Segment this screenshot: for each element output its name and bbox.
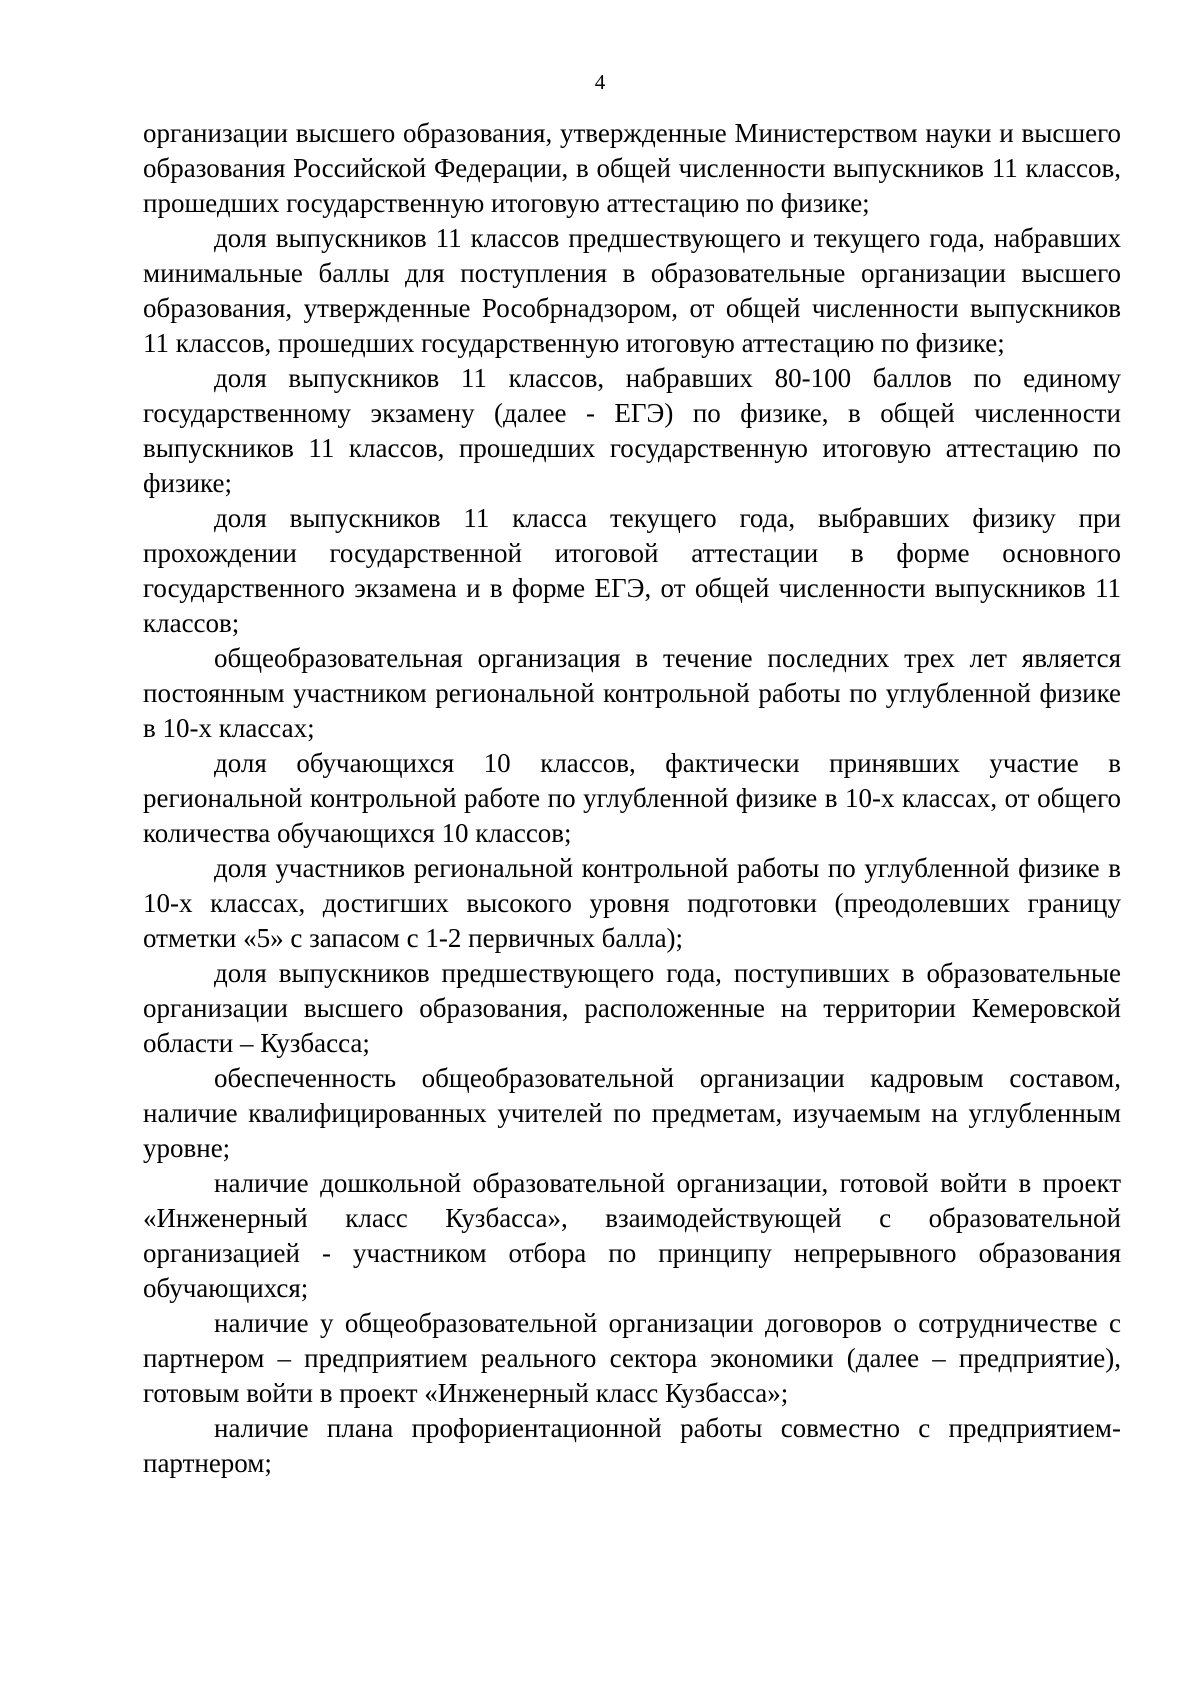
paragraph-4: доля выпускников 11 класса текущего года, выбравших физику при прохождении государственной итоговой аттестации в форме основного государственного экзамена и в форме ЕГЭ, от общей численности выпускников 11 классов; bbox=[143, 503, 1121, 638]
paragraph-10: наличие дошкольной образовательной организации, готовой войти в проект «Инженерный класс Кузбасса», взаимодействующей с образовательной организацией - участником отбора по принципу непрерывного образования обучающихся; bbox=[143, 1168, 1121, 1303]
paragraph-12: наличие плана профориентационной работы совместно с предприятием-партнером; bbox=[143, 1413, 1121, 1478]
paragraph-6: доля обучающихся 10 классов, фактически принявших участие в региональной контрольной работе по углубленной физике в 10-х классах, от общего количества обучающихся 10 классов; bbox=[143, 748, 1121, 848]
paragraph-2: доля выпускников 11 классов предшествующего и текущего года, набравших минимальные баллы для поступления в образовательные организации высшего образования, утвержденные Рособрнадзором, от общей численности выпускников 11 классов, прошедших государственную итоговую аттестацию по физике; bbox=[143, 223, 1121, 358]
paragraph-3: доля выпускников 11 классов, набравших 80-100 баллов по единому государственному экзамену (далее - ЕГЭ) по физике, в общей численности выпускников 11 классов, прошедших государственную итоговую аттестацию по физике; bbox=[143, 363, 1121, 498]
paragraph-5: общеобразовательная организация в течение последних трех лет является постоянным участником региональной контрольной работы по углубленной физике в 10-х классах; bbox=[143, 643, 1121, 743]
paragraph-8: доля выпускников предшествующего года, поступивших в образовательные организации высшего образования, расположенные на территории Кемеровской области – Кузбасса; bbox=[143, 958, 1121, 1058]
document-body bbox=[143, 116, 1121, 1481]
paragraph-7: доля участников региональной контрольной работы по углубленной физике в 10-х классах, достигших высокого уровня подготовки (преодолевших границу отметки «5» с запасом с 1-2 первичных балла); bbox=[143, 853, 1121, 953]
paragraph-11: наличие у общеобразовательной организации договоров о сотрудничестве с партнером – предприятием реального сектора экономики (далее – предприятие), готовым войти в проект «Инженерный класс Кузбасса»; bbox=[143, 1308, 1121, 1408]
paragraph-9: обеспеченность общеобразовательной организации кадровым составом, наличие квалифицированных учителей по предметам, изучаемым на углубленным уровне; bbox=[143, 1063, 1121, 1163]
page-number: 4 bbox=[594, 70, 606, 94]
paragraph-1: организации высшего образования, утвержденные Министерством науки и высшего образования Российской Федерации, в общей численности выпускников 11 классов, прошедших государственную итоговую аттестацию по физике; bbox=[143, 118, 1121, 218]
